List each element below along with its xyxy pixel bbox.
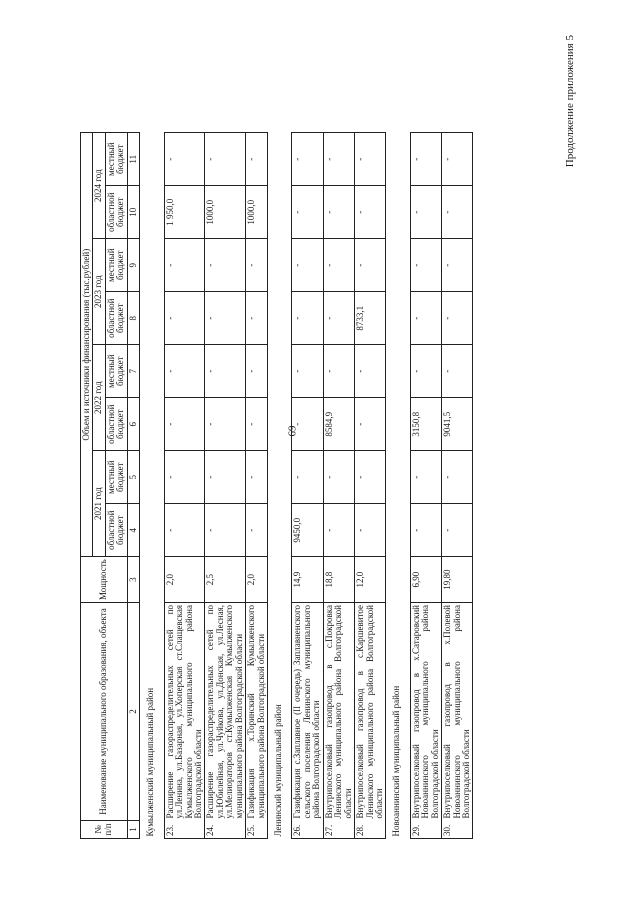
object-name: Внутрипоселковый газопровод в с.Каршевитое Ленинского муниципального района Волгоградской области (355, 603, 386, 821)
amount-cell: - (442, 292, 473, 345)
amount-cell: - (246, 239, 268, 292)
column-number: 2 (127, 603, 139, 821)
column-number: 5 (127, 451, 139, 504)
table-row (323, 133, 354, 839)
amount-cell: - (355, 133, 386, 186)
amount-cell: - (246, 504, 268, 557)
table-row (205, 133, 246, 839)
capacity-cell: 19,80 (442, 557, 473, 603)
amount-cell: - (292, 292, 323, 345)
amount-cell: - (442, 504, 473, 557)
column-number: 3 (127, 557, 139, 603)
amount-cell: - (355, 239, 386, 292)
header-local-budget: местный бюджет (105, 133, 127, 186)
amount-cell: - (292, 239, 323, 292)
amount-cell: 8584,9 (323, 398, 354, 451)
funding-table (80, 132, 473, 839)
section-row (386, 133, 410, 839)
amount-cell: - (292, 345, 323, 398)
capacity-cell: 2,5 (205, 557, 246, 603)
header-regional-budget: областной бюджет (105, 504, 127, 557)
section-row (140, 133, 164, 839)
amount-cell: 9041,5 (442, 398, 473, 451)
amount-cell: - (410, 451, 441, 504)
amount-cell: - (292, 398, 323, 451)
object-name: Расширение газораспределительных сетей по ул.Ленина, ул.Базарная, ул.Хоперская ст.Слащевская Кумылженского муниципального района Волгоградской области (164, 603, 205, 821)
table-row (442, 133, 473, 839)
amount-cell: - (246, 292, 268, 345)
amount-cell: - (246, 451, 268, 504)
amount-cell: - (410, 239, 441, 292)
amount-cell: - (205, 398, 246, 451)
column-number: 7 (127, 345, 139, 398)
amount-cell: 1000,0 (205, 186, 246, 239)
capacity-cell: 12,0 (355, 557, 386, 603)
row-number: 29. (410, 821, 441, 839)
header-year: 2023 год (93, 239, 105, 345)
header-regional-budget: областной бюджет (105, 292, 127, 345)
header-funding: Объем и источники финансирования (тыс.рублей) (81, 133, 93, 557)
table-row (246, 133, 268, 839)
amount-cell: - (410, 292, 441, 345)
amount-cell: - (164, 239, 205, 292)
amount-cell: - (292, 133, 323, 186)
amount-cell: - (323, 292, 354, 345)
amount-cell: - (205, 239, 246, 292)
capacity-cell: 6,90 (410, 557, 441, 603)
object-name: Газификация с.Заплавное (II очередь) Заплавненского сельского поселения Ленинского муниципального района Волгоградской области (292, 603, 323, 821)
row-number: 26. (292, 821, 323, 839)
amount-cell: - (323, 133, 354, 186)
column-number: 11 (127, 133, 139, 186)
amount-cell: - (323, 451, 354, 504)
row-number: 27. (323, 821, 354, 839)
amount-cell: - (355, 504, 386, 557)
column-number: 6 (127, 398, 139, 451)
header-year: 2024 год (93, 133, 105, 239)
amount-cell: - (442, 133, 473, 186)
column-number: 1 (127, 821, 139, 839)
amount-cell: - (164, 451, 205, 504)
amount-cell: 1000,0 (246, 186, 268, 239)
table-row (292, 133, 323, 839)
amount-cell: - (355, 398, 386, 451)
column-number: 4 (127, 504, 139, 557)
table-row (355, 133, 386, 839)
amount-cell: - (442, 239, 473, 292)
header-year: 2021 год (93, 451, 105, 557)
amount-cell: - (323, 504, 354, 557)
header-capacity: Мощность (81, 557, 128, 603)
amount-cell: - (323, 345, 354, 398)
section-title: Ленинский муниципальный район (268, 133, 292, 839)
amount-cell: - (323, 239, 354, 292)
header-local-budget: местный бюджет (105, 345, 127, 398)
amount-cell: - (164, 133, 205, 186)
capacity-cell: 2,0 (164, 557, 205, 603)
amount-cell: - (292, 451, 323, 504)
amount-cell: - (205, 504, 246, 557)
object-name: Внутрипоселковый газопровод в х.Сатаровский Новоаннинского муниципального района Волгоградской области (410, 603, 441, 821)
capacity-cell: 14,9 (292, 557, 323, 603)
continuation-note: Продолжение приложения 5 (564, 35, 576, 168)
amount-cell: - (442, 345, 473, 398)
amount-cell: - (355, 451, 386, 504)
amount-cell: - (246, 398, 268, 451)
header-regional-budget: областной бюджет (105, 398, 127, 451)
row-number: 25. (246, 821, 268, 839)
amount-cell: 3150,8 (410, 398, 441, 451)
column-number: 8 (127, 292, 139, 345)
row-number: 23. (164, 821, 205, 839)
amount-cell: - (355, 345, 386, 398)
header-local-budget: местный бюджет (105, 451, 127, 504)
object-name: Газификация х.Торинский Кумылженского муниципального района Волгоградской области (246, 603, 268, 821)
amount-cell: - (410, 504, 441, 557)
amount-cell: - (292, 186, 323, 239)
amount-cell: 9450,0 (292, 504, 323, 557)
row-number: 28. (355, 821, 386, 839)
capacity-cell: 2,0 (246, 557, 268, 603)
section-title: Кумылженский муниципальный район (140, 133, 164, 839)
amount-cell: - (246, 133, 268, 186)
amount-cell: - (164, 504, 205, 557)
amount-cell: - (205, 345, 246, 398)
amount-cell: - (164, 345, 205, 398)
amount-cell: 8733,1 (355, 292, 386, 345)
amount-cell: - (205, 133, 246, 186)
header-year: 2022 год (93, 345, 105, 451)
amount-cell: - (410, 186, 441, 239)
table-row (410, 133, 441, 839)
column-number: 9 (127, 239, 139, 292)
table-row (164, 133, 205, 839)
section-title: Новоаннинский муниципальный район (386, 133, 410, 839)
object-name: Расширение газораспределительных сетей по ул.Юбилейная, ул.Чуйкова, ул.Донская, ул.Лесная, ул.Мелиораторов ст.Кумылженская Кумылженского муниципального района Волгоградской области (205, 603, 246, 821)
section-row (268, 133, 292, 839)
amount-cell: - (323, 186, 354, 239)
amount-cell: - (410, 345, 441, 398)
amount-cell: - (205, 451, 246, 504)
capacity-cell: 18,8 (323, 557, 354, 603)
amount-cell: 1 950,0 (164, 186, 205, 239)
object-name: Внутрипоселковый газопровод в с.Покровка Ленинского муниципального района Волгоградской области (323, 603, 354, 821)
row-number: 30. (442, 821, 473, 839)
amount-cell: - (442, 186, 473, 239)
amount-cell: - (246, 345, 268, 398)
row-number: 24. (205, 821, 246, 839)
amount-cell: - (205, 292, 246, 345)
amount-cell: - (442, 451, 473, 504)
amount-cell: - (355, 186, 386, 239)
page-number: 69 (286, 425, 299, 437)
amount-cell: - (164, 398, 205, 451)
column-number: 10 (127, 186, 139, 239)
header-local-budget: местный бюджет (105, 239, 127, 292)
object-name: Внутрипоселковый газопровод в х.Полевой Новоаннинского муниципального района Волгоградской области (442, 603, 473, 821)
header-regional-budget: областной бюджет (105, 186, 127, 239)
amount-cell: - (164, 292, 205, 345)
header-name: Наименование муниципального образования, объекта (81, 603, 128, 821)
amount-cell: - (410, 133, 441, 186)
header-num: № п/п (81, 821, 128, 839)
